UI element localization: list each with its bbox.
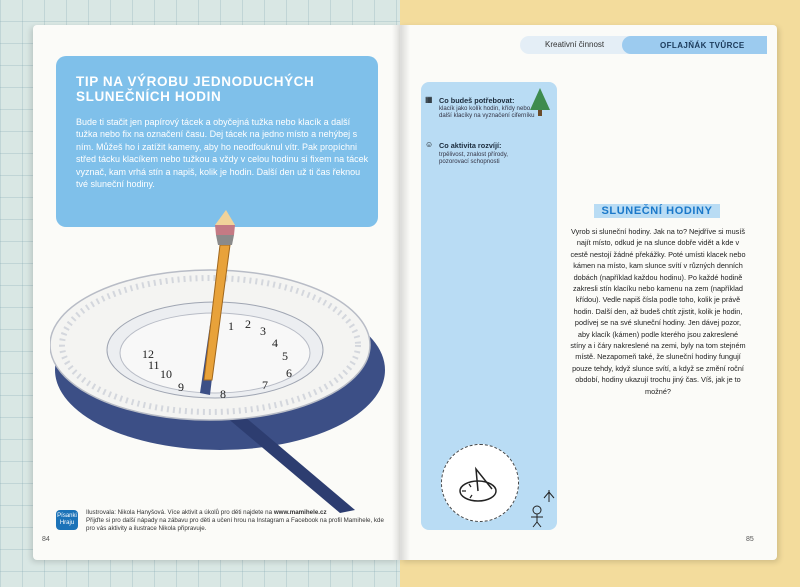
paper-plate-sundial-illustration [50,205,390,515]
needs-heading: Co budeš potřebovat: [439,96,515,105]
skills-text: trpělivost, znalost přírody, pozorovací schopnosti [439,151,508,166]
book-spine [392,25,410,560]
dial-number: 12 [142,347,154,361]
publisher-logo: Písanki Hraju [56,510,78,530]
body-text: Vyrob si sluneční hodiny. Jak na to? Nejdříve si musíš najít místo, odkud je na slunce dobře vidět a kde v cestě nestojí žádné překážky. Poté umísti klacek nebo kámen na místo, kam slunce svítí v různých denních dobách (například každou hodinu). Po každé hodině zakresli stín klacíku nebo kamenu na zem (například křídou). Vedle napiš čísla podle toho, kolik je právě hodin. Další den, až budeš chtít zjistit, kolik je hodin, podívej se na své sluneční hodiny. Jen dávej pozor, aby klacík (kámen) podle kterého jsou zakreslené stíny a i čáry nakreslené na zemi, byly na tom stejném místě. Nezapomeň také, že sluneční hodiny fungují pouze tehdy, když slunce svítí, a když se změní roční období, hodiny ukazují trochu jiný čas. Víš, jak je to možné? [570,227,746,396]
dial-number: 10 [160,367,172,381]
brain-icon: ☺ [425,140,434,149]
sundial-icon [442,445,517,520]
dial-number: 6 [286,366,292,380]
dial-number: 4 [272,336,278,350]
dial-number: 9 [178,380,184,394]
credit-line-1: Ilustrovala: Nikola Hanyšová. Více aktivit a úkolů pro děti najdete na [86,509,273,516]
header-title: OFLAJŇÁK TVŮRCE [660,41,745,50]
credit-text [86,509,386,532]
dial-number: 2 [245,317,251,331]
header-category: Kreativní činnost [545,40,605,49]
dial-number: 1 [228,319,234,333]
sundial-sketch [441,444,519,522]
needs-text: klacík jako kolík hodin, křídy nebo další klacíky na vyznačení ciferníku [439,105,535,120]
skills-heading: Co aktivita rozvíjí: [439,141,502,150]
tip-box [56,56,378,227]
tree-icon [530,88,550,116]
dial-number: 3 [260,324,266,338]
website-link[interactable]: www.mamihele.cz [273,509,327,516]
dial-number: 7 [262,378,268,392]
child-figure-icon [527,488,557,528]
section-title: SLUNEČNÍ HODINY [601,205,713,217]
dial-number: 5 [282,349,288,363]
credit-line-2: Přijďte si pro další nápady na zábavu pro děti a učení hrou na Instagram a Facebook na profil Mamihele, kde pro vás aktivity a ilustrace Nikola připravuje. [86,516,384,532]
page-number-left: 84 [42,536,50,543]
calendar-icon: ▦ [425,95,433,104]
dial-number: 11 [148,358,160,372]
dial-number: 8 [220,387,226,401]
page-number-right: 85 [746,536,754,543]
tip-text: Bude ti stačit jen papírový tácek a obyčejná tužka nebo klacík a další tužka nebo fix na označení času. Dej tácek na jedno místo a nehýbej s ním. Můžeš ho i zatížit kameny, aby ho neodfouknul vítr. Pak propíchni střed tácku klacíkem nebo tužkou a vždy v celou hodinu si fixem na tácek vyznač, kam vrhá stín a napiš, kolik je hodin. Další den už ti čas řeknou tvé sluneční hodiny. [76,117,369,190]
tip-title: TIP NA VÝROBU JEDNODUCHÝCH SLUNEČNÍCH HODIN [76,74,315,104]
